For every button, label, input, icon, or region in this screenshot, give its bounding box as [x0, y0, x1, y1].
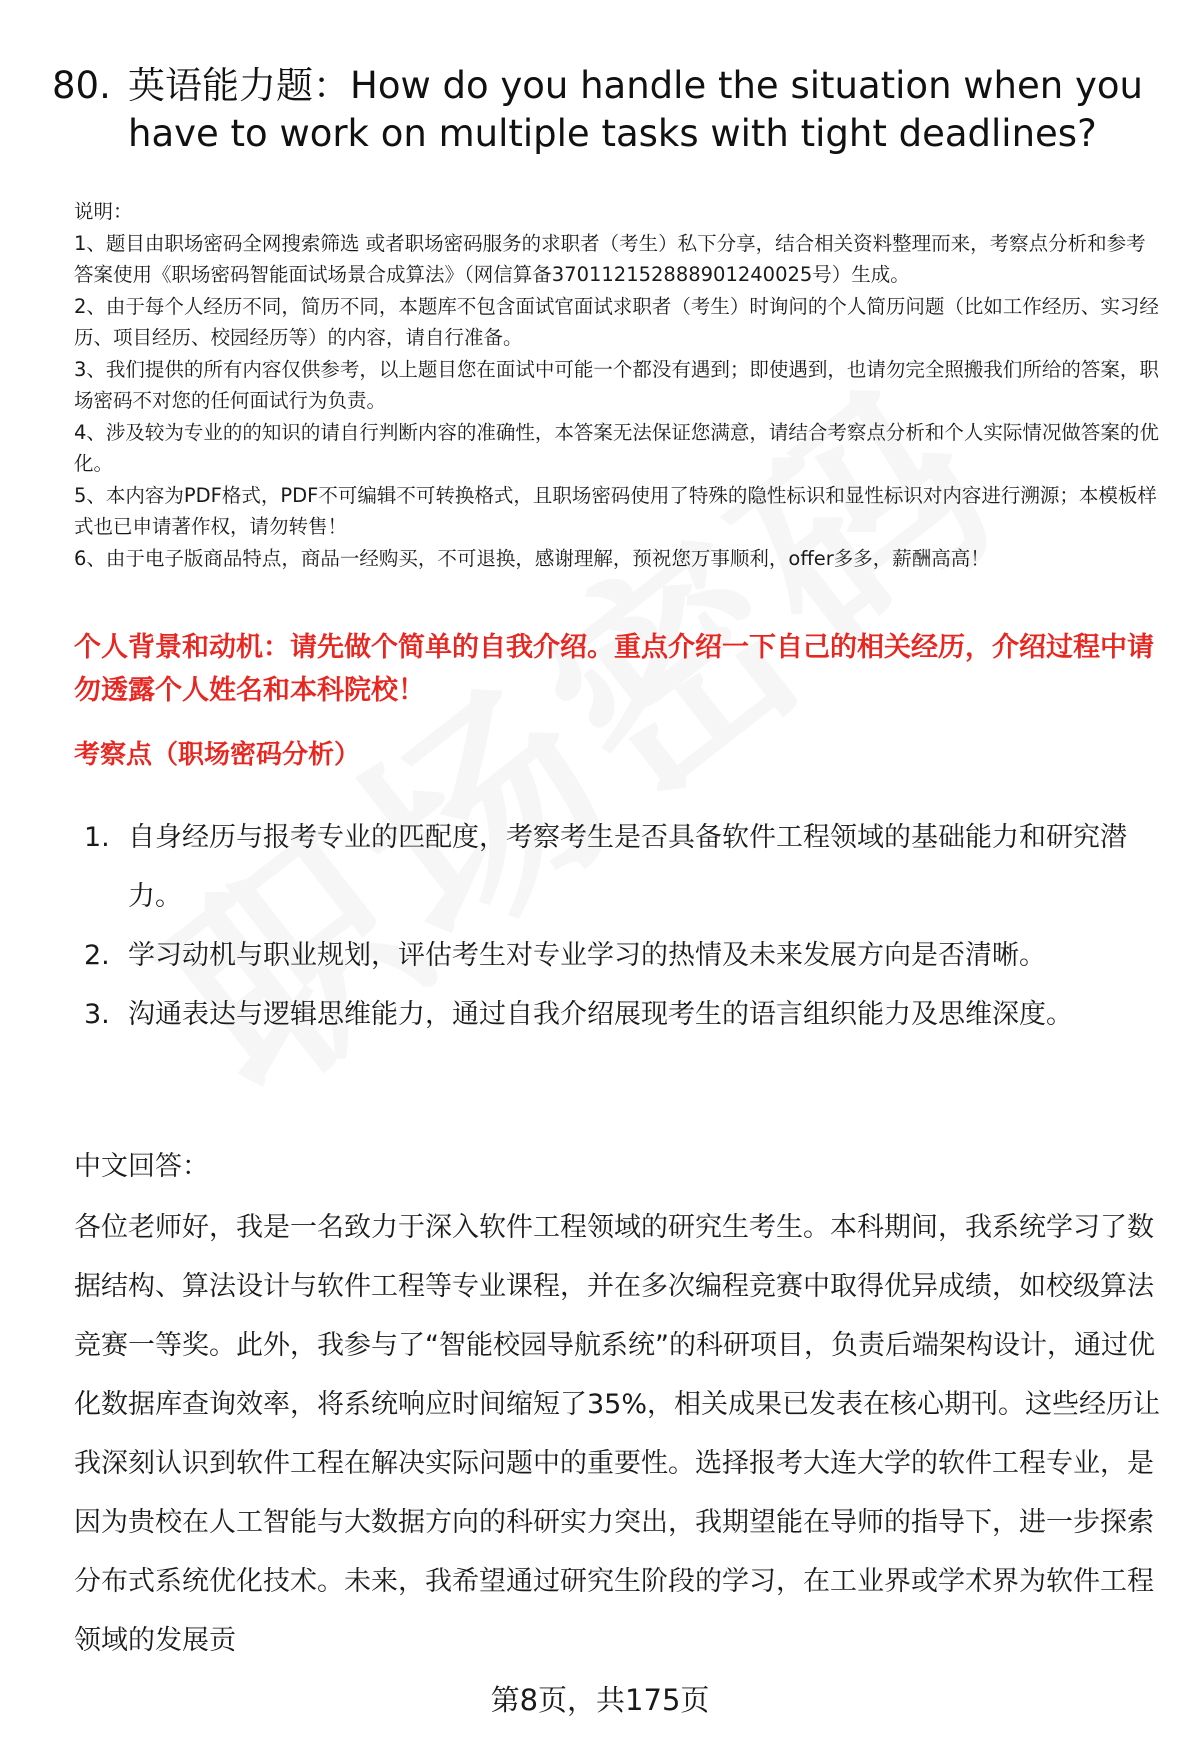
point-text: 学习动机与职业规划，评估考生对专业学习的热情及未来发展方向是否清晰。 [128, 940, 1046, 971]
question-number: 80. [52, 64, 111, 107]
note-item: 5、本内容为PDF格式，PDF不可编辑不可转换格式，且职场密码使用了特殊的隐性标识和显性标识对内容进行溯源；本模板样式也已申请著作权，请勿转售！ [74, 483, 1157, 538]
note-item: 1、题目由职场密码全网搜索筛选 或者职场密码服务的求职者（考生）私下分享，结合相关资料整理而来，考察点分析和参考答案使用《职场密码智能面试场景合成算法》（网信算备370112152888901240025号）生成。 [74, 231, 1146, 286]
question-title [52, 62, 1162, 158]
note-item: 3、我们提供的所有内容仅供参考，以上题目您在面试中可能一个都没有遇到；即使遇到，也请勿完全照搬我们所给的答案，职场密码不对您的任何面试行为负责。 [74, 357, 1159, 412]
notes-block [74, 196, 1164, 574]
point-text: 沟通表达与逻辑思维能力，通过自我介绍展现考生的语言组织能力及思维深度。 [128, 999, 1073, 1030]
note-item: 4、涉及较为专业的的知识的请自行判断内容的准确性，本答案无法保证您满意，请结合考察点分析和个人实际情况做答案的优化。 [74, 420, 1159, 475]
point-number: 2. [84, 940, 110, 971]
analysis-points [84, 808, 1164, 1044]
page-footer: 第8页，共175页 [490, 1683, 710, 1717]
point-number: 1. [84, 822, 110, 853]
prompt-heading: 个人背景和动机：请先做个简单的自我介绍。重点介绍一下自己的相关经历，介绍过程中请勿透露个人姓名和本科院校！ [74, 632, 1154, 706]
answer-label: 中文回答： [74, 1151, 209, 1182]
note-item: 2、由于每个人经历不同，简历不同，本题库不包含面试官面试求职者（考生）时询问的个人简历问题（比如工作经历、实习经历、项目经历、校园经历等）的内容，请自行准备。 [74, 294, 1159, 349]
note-item: 6、由于电子版商品特点，商品一经购买，不可退换，感谢理解，预祝您万事顺利，offer多多，薪酬高高！ [74, 546, 990, 570]
notes-heading: 说明： [74, 200, 133, 223]
point-text: 自身经历与报考专业的匹配度，考察考生是否具备软件工程领域的基础能力和研究潜力。 [128, 822, 1127, 912]
question-text: 英语能力题：How do you handle the situation when you have to work on multiple tasks with tight deadlines? [128, 64, 1143, 155]
point-number: 3. [84, 999, 110, 1030]
answer-text: 各位老师好，我是一名致力于深入软件工程领域的研究生考生。本科期间，我系统学习了数据结构、算法设计与软件工程等专业课程，并在多次编程竞赛中取得优异成绩，如校级算法竞赛一等奖。此外，我参与了“智能校园导航系统”的科研项目，负责后端架构设计，通过优化数据库查询效率，将系统响应时间缩短了35%，相关成果已发表在核心期刊。这些经历让我深刻认识到软件工程在解决实际问题中的重要性。选择报考大连大学的软件工程专业，是因为贵校在人工智能与大数据方向的科研实力突出，我期望能在导师的指导下，进一步探索分布式系统优化技术。未来，我希望通过研究生阶段的学习，在工业界或学术界为软件工程领域的发展贡 [74, 1212, 1161, 1656]
analysis-title: 考察点（职场密码分析） [74, 740, 361, 770]
list-item [84, 926, 1164, 985]
list-item [84, 985, 1164, 1044]
list-item [84, 808, 1164, 926]
